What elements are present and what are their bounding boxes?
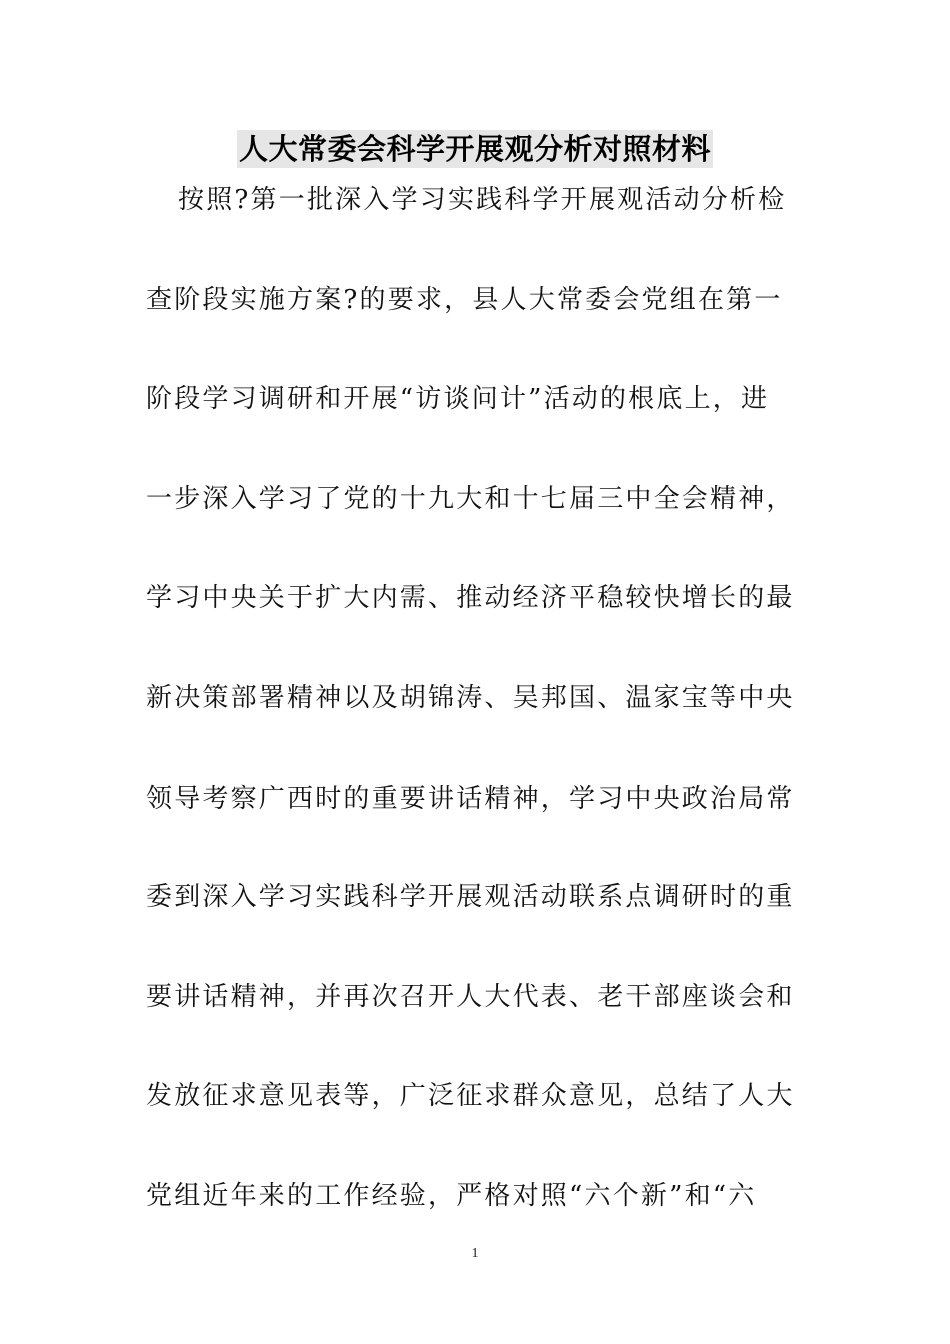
paragraph-line-1: 按照?第一批深入学习实践科学开展观活动分析检 [178,185,787,215]
document-title: 人大常委会科学开展观分析对照材料 [238,132,711,166]
paragraph-line-5: 学习中央关于扩大内需、推动经济平稳较快增长的最 [146,583,795,613]
paragraph-line-11: 党组近年来的工作经验，严格对照“六个新”和“六 [146,1181,757,1211]
paragraph-line-6: 新决策部署精神以及胡锦涛、吴邦国、温家宝等中央 [146,683,795,713]
paragraph-line-8: 委到深入学习实践科学开展观活动联系点调研时的重 [146,882,795,912]
paragraph-line-3: 阶段学习调研和开展“访谈问计”活动的根底上，进 [146,384,770,414]
paragraph-line-2: 查阶段实施方案?的要求，县人大常委会党组在第一 [146,285,783,315]
paragraph-line-10: 发放征求意见表等，广泛征求群众意见，总结了人大 [146,1081,795,1111]
title-container [0,130,950,168]
paragraph-line-7: 领导考察广西时的重要讲话精神，学习中央政治局常 [146,784,795,814]
paragraph-line-4: 一步深入学习了党的十九大和十七届三中全会精神， [146,484,795,514]
paragraph-line-9: 要讲话精神，并再次召开人大代表、老干部座谈会和 [146,982,795,1012]
page-number: 1 [471,1246,479,1261]
